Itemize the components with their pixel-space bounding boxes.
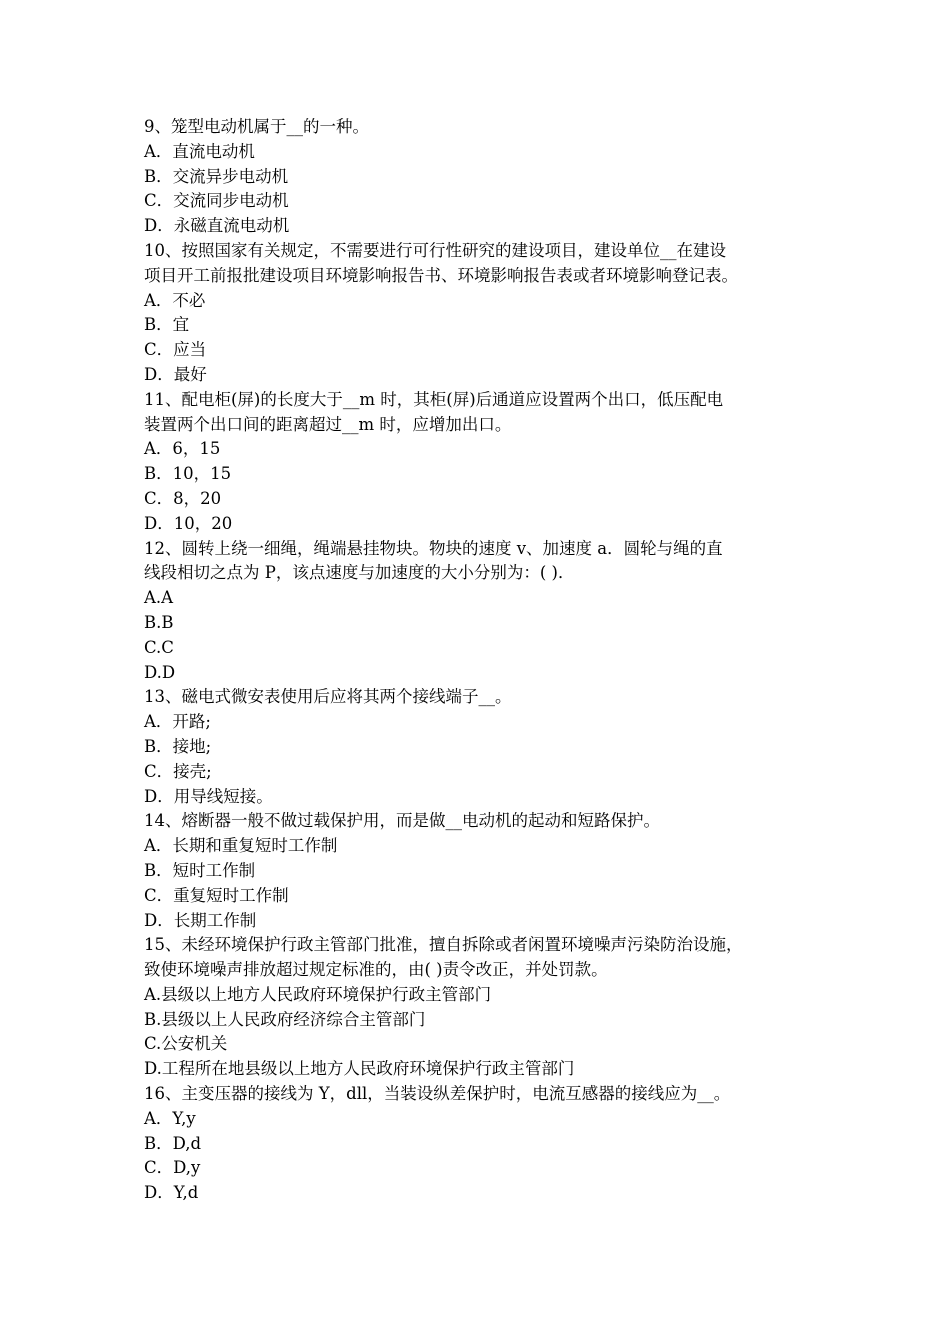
question-16-option-b: B．D,d: [144, 1133, 202, 1153]
question-12-option-c: C.C: [144, 637, 174, 657]
question-9-option-a: A．直流电动机: [144, 141, 255, 161]
question-11-stem-line-1: 11、配电柜(屏)的长度大于__m 时，其柜(屏)后通道应设置两个出口，低压配电: [144, 389, 724, 409]
question-9-stem: 9、笼型电动机属于__的一种。: [144, 117, 369, 136]
question-15-stem-line-1: 15、未经环境保护行政主管部门批准，擅自拆除或者闲置环境噪声污染防治设施，: [144, 935, 743, 955]
question-10-option-a: A．不必: [144, 290, 206, 310]
question-16-option-a: A．Y,y: [144, 1108, 196, 1128]
question-13-option-b: B．接地;: [144, 736, 212, 756]
question-13-stem: 13、磁电式微安表使用后应将其两个接线端子__。: [144, 687, 512, 707]
question-16-option-c: C．D,y: [144, 1158, 201, 1178]
question-14-option-a: A．长期和重复短时工作制: [144, 836, 338, 856]
question-10-stem-line-1: 10、按照国家有关规定，不需要进行可行性研究的建设项目，建设单位__在建设: [144, 240, 726, 260]
question-15-option-a: A.县级以上地方人民政府环境保护行政主管部门: [144, 984, 492, 1004]
question-13-option-c: C．接壳;: [144, 761, 212, 781]
question-10-option-d: D．最好: [144, 364, 207, 384]
question-12-stem-line-2: 线段相切之点为 P，该点速度与加速度的大小分别为：( )．: [144, 563, 575, 583]
question-9-option-d: D．永磁直流电动机: [144, 216, 290, 236]
question-11-option-b: B．10，15: [144, 464, 232, 484]
question-14-option-c: C．重复短时工作制: [144, 885, 289, 905]
question-14-option-d: D．长期工作制: [144, 910, 257, 930]
question-10-stem-line-2: 项目开工前报批建设项目环境影响报告书、环境影响报告表或者环境影响登记表。: [144, 265, 738, 285]
question-16-stem: 16、主变压器的接线为 Y，dll，当装设纵差保护时，电流互感器的接线应为__。: [144, 1084, 731, 1104]
question-14-stem: 14、熔断器一般不做过载保护用，而是做__电动机的起动和短路保护。: [144, 811, 660, 831]
question-15-option-c: C.公安机关: [144, 1034, 228, 1054]
question-11-option-a: A．6，15: [144, 439, 221, 459]
question-15-stem-line-2: 致使环境噪声排放超过规定标准的，由( )责令改正，并处罚款。: [144, 960, 608, 980]
question-11-stem-line-2: 装置两个出口间的距离超过__m 时，应增加出口。: [144, 414, 512, 434]
question-12-stem-line-1: 12、圆转上绕一细绳，绳端悬挂物块。物块的速度 v、加速度 a．圆轮与绳的直: [144, 538, 723, 558]
question-12-option-a: A.A: [144, 588, 174, 608]
question-10-option-b: B．宜: [144, 315, 190, 335]
question-11-option-c: C．8，20: [144, 488, 222, 508]
question-16-option-d: D．Y,d: [144, 1183, 199, 1203]
question-15-option-d: D.工程所在地县级以上地方人民政府环境保护行政主管部门: [144, 1059, 575, 1079]
question-14-option-b: B．短时工作制: [144, 860, 256, 880]
question-list: [144, 115, 824, 1206]
question-15-option-b: B.县级以上人民政府经济综合主管部门: [144, 1009, 426, 1029]
question-11-option-d: D．10，20: [144, 513, 233, 533]
question-13-option-d: D．用导线短接。: [144, 786, 273, 806]
question-10-option-c: C．应当: [144, 340, 207, 360]
question-12-option-d: D.D: [144, 662, 176, 682]
question-13-option-a: A．开路;: [144, 712, 211, 732]
question-9-option-c: C．交流同步电动机: [144, 191, 289, 211]
question-9-option-b: B．交流异步电动机: [144, 166, 289, 186]
question-12-option-b: B.B: [144, 612, 174, 632]
